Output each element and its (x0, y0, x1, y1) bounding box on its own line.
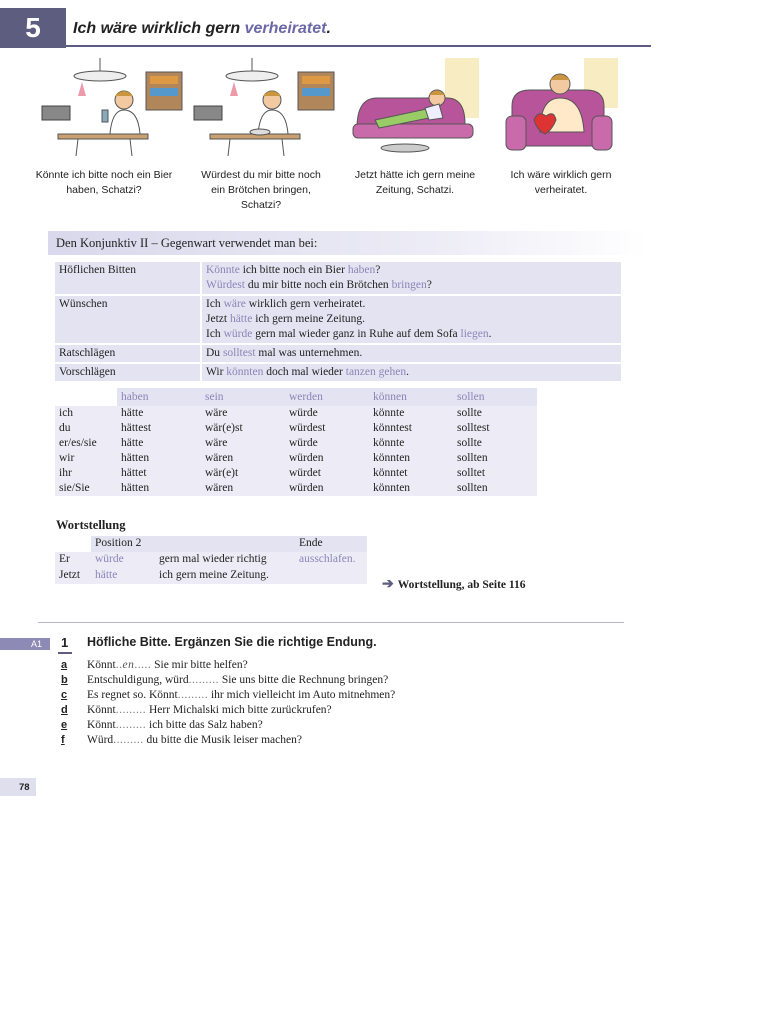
verb-highlight: liegen (460, 328, 489, 340)
use-label: Ratschlägen (55, 344, 201, 363)
item-letter: b (61, 674, 68, 686)
example-text: ich gern meine Zeitung. (252, 313, 366, 325)
exercise-item (61, 733, 395, 748)
item-text (87, 733, 302, 748)
verb-form: wären (201, 481, 285, 496)
example-text: Jetzt (206, 313, 230, 325)
verb-form: hätten (117, 451, 201, 466)
example-line (206, 297, 617, 312)
ws-middle: gern mal wieder richtig (155, 552, 295, 568)
level-badge: A1 (0, 638, 50, 650)
conjugation-table (55, 388, 537, 496)
unit-title: Ich wäre wirklich gern verheiratet. (73, 20, 331, 37)
conjugation-row (55, 466, 537, 481)
example-line (206, 327, 617, 342)
item-text (87, 718, 263, 733)
item-text (87, 673, 388, 688)
pronoun: du (55, 421, 117, 436)
caption-2: Würdest du mir bitte noch ein Brötchen bringen, Schatzi? (201, 169, 321, 211)
pronoun: sie/Sie (55, 481, 117, 496)
verb-form: könntet (369, 466, 453, 481)
use-examples (201, 363, 621, 382)
verb-form: wäre (201, 406, 285, 421)
verb-highlight: Würdest (206, 279, 245, 291)
verb-form: hättest (117, 421, 201, 436)
use-examples (201, 344, 621, 363)
item-letter: a (61, 659, 68, 671)
use-examples (201, 262, 621, 295)
item-letter: c (61, 689, 68, 701)
verb-header: werden (285, 388, 369, 406)
verb-highlight: tanzen gehen (345, 366, 407, 378)
uses-row (55, 363, 621, 382)
verb-form: würde (285, 406, 369, 421)
example-text: ich bitte noch ein Bier (239, 264, 348, 276)
answer-blank[interactable]: ......... (113, 734, 144, 746)
answer-blank[interactable]: ......... (115, 719, 147, 731)
wortstellung-table (55, 536, 367, 584)
pronoun: ich (55, 406, 117, 421)
verb-highlight: bringen (391, 279, 427, 291)
verb-header: sollen (453, 388, 537, 406)
uses-row (55, 344, 621, 363)
pronoun: ihr (55, 466, 117, 481)
verb-highlight: solltest (222, 347, 256, 359)
example-text: Wir (206, 366, 227, 378)
use-label: Höflichen Bitten (55, 262, 201, 295)
answer-blank[interactable]: ......... (177, 689, 209, 701)
conjugation-row (55, 436, 537, 451)
item-text (87, 688, 395, 703)
ws-end: ausschlafen. (295, 552, 367, 568)
verb-highlight: würde (223, 328, 253, 340)
unit-number-badge (0, 8, 66, 48)
exercise-item (61, 688, 395, 703)
page-number: 78 (0, 778, 36, 796)
verb-highlight: hätte (229, 313, 253, 325)
example-text: Du (206, 347, 223, 359)
man-eating-icon (190, 58, 340, 158)
example-line (206, 346, 617, 361)
exercise-number: 1 (61, 635, 69, 650)
item-stem: Würd (87, 734, 114, 746)
item-letter: f (61, 734, 65, 746)
header-rule (66, 45, 651, 47)
item-rest: du bitte die Musik leiser machen? (146, 734, 302, 746)
example-line (206, 312, 617, 327)
verb-form: sollte (453, 406, 537, 421)
exercise-number-underline (58, 652, 72, 654)
example-text: ? (375, 264, 381, 276)
conjugation-row (55, 406, 537, 421)
conjugation-row (55, 421, 537, 436)
caption-3: Jetzt hätte ich gern meine Zeitung, Schatzi. (354, 169, 476, 196)
verb-form: könnten (369, 481, 453, 496)
exercise-item (61, 658, 395, 673)
conjugation-row (55, 481, 537, 496)
unit-number: 5 (25, 12, 41, 43)
item-text (87, 658, 248, 673)
verb-form: wär(e)st (201, 421, 285, 436)
verb-header: sein (201, 388, 285, 406)
item-stem: Könnt (87, 719, 116, 731)
answer-blank[interactable]: ..en..... (115, 659, 152, 671)
ws-subject: Er (55, 552, 91, 568)
verb-form: hätte (117, 406, 201, 421)
verb-form: solltet (453, 466, 537, 481)
man-at-table-icon (38, 58, 188, 158)
verb-form: sollten (453, 481, 537, 496)
verb-highlight: könnten (226, 366, 264, 378)
verb-form: solltest (453, 421, 537, 436)
verb-form: hätten (117, 481, 201, 496)
verb-form: würden (285, 481, 369, 496)
ws-header-position2: Position 2 (91, 536, 155, 552)
answer-blank[interactable]: ......... (188, 674, 219, 686)
ws-end (295, 568, 367, 584)
verb-form: wär(e)t (201, 466, 285, 481)
item-rest: Sie uns bitte die Rechnung bringen? (221, 674, 389, 686)
verb-header: haben (117, 388, 201, 406)
item-stem: Könnt (87, 659, 116, 671)
item-stem: Entschuldigung, würd (87, 674, 189, 686)
wortstellung-title: Wortstellung (56, 518, 126, 532)
uses-row (55, 262, 621, 295)
verb-form: könntest (369, 421, 453, 436)
verb-form: wären (201, 451, 285, 466)
example-text: . (488, 328, 492, 340)
item-answer: en (122, 659, 135, 671)
example-line (206, 278, 617, 293)
caption-4: Ich wäre wirklich gern verheiratet. (510, 169, 612, 196)
item-stem: Es regnet so. Könnt (87, 689, 178, 701)
pronoun: er/es/sie (55, 436, 117, 451)
verb-form: hätte (117, 436, 201, 451)
section-divider (38, 622, 624, 623)
konjunktiv-uses-table (55, 262, 621, 383)
verb-highlight: wäre (223, 298, 246, 310)
unit-title-highlight: verheiratet (244, 20, 327, 37)
example-text: Ich (206, 328, 224, 340)
conjugation-header-row (55, 388, 537, 406)
use-label: Vorschlägen (55, 363, 201, 382)
ws-subject: Jetzt (55, 568, 91, 584)
item-rest: Sie mir bitte helfen? (154, 659, 248, 671)
exercise-item (61, 703, 395, 718)
uses-row (55, 295, 621, 344)
verb-form: würdet (285, 466, 369, 481)
verb-form: wäre (201, 436, 285, 451)
example-text: . (406, 366, 409, 378)
verb-form: könnten (369, 451, 453, 466)
verb-highlight: haben (347, 264, 376, 276)
item-rest: ihr mich vielleicht im Auto mitnehmen? (210, 689, 396, 701)
pronoun: wir (55, 451, 117, 466)
verb-form: sollten (453, 451, 537, 466)
wortstellung-reference[interactable] (382, 576, 526, 593)
example-text: Ich (206, 298, 224, 310)
konjunktiv-heading: Den Konjunktiv II – Gegenwart verwendet man bei: (48, 231, 648, 255)
caption-1: Könnte ich bitte noch ein Bier haben, Schatzi? (35, 169, 173, 196)
ws-verb: hätte (91, 568, 155, 584)
man-in-armchair-icon (498, 58, 628, 158)
item-stem: Könnt (87, 704, 116, 716)
verb-header: können (369, 388, 453, 406)
item-rest: Herr Michalski mich bitte zurückrufen? (149, 704, 332, 716)
example-text: ? (426, 279, 432, 291)
exercise-title: Höfliche Bitte. Ergänzen Sie die richtige Endung. (87, 635, 377, 649)
ws-middle: ich gern meine Zeitung. (155, 568, 295, 584)
answer-blank[interactable]: ......... (115, 704, 147, 716)
verb-highlight: Könnte (206, 264, 240, 276)
verb-form: sollte (453, 436, 537, 451)
example-text: du mir bitte noch ein Brötchen (244, 279, 392, 291)
verb-form: hättet (117, 466, 201, 481)
exercise-item (61, 718, 395, 733)
man-on-sofa-icon (345, 58, 485, 158)
example-text: mal was unternehmen. (255, 347, 363, 359)
ws-header-ende: Ende (295, 536, 367, 552)
conjugation-row (55, 451, 537, 466)
verb-form: könnte (369, 436, 453, 451)
example-line (206, 263, 617, 278)
verb-form: würdest (285, 421, 369, 436)
exercise-item (61, 673, 395, 688)
verb-form: würde (285, 436, 369, 451)
example-text: gern mal wieder ganz in Ruhe auf dem Sofa (252, 328, 461, 340)
arrow-right-icon: ➔ (382, 577, 394, 592)
reference-text: Wortstellung, ab Seite 116 (397, 578, 526, 591)
example-text: doch mal wieder (263, 366, 346, 378)
use-label: Wünschen (55, 295, 201, 344)
example-line (206, 365, 617, 380)
item-letter: d (61, 704, 68, 716)
verb-form: könnte (369, 406, 453, 421)
use-examples (201, 295, 621, 344)
item-letter: e (61, 719, 68, 731)
verb-form: würden (285, 451, 369, 466)
ws-verb: würde (91, 552, 155, 568)
exercise-items (61, 658, 395, 748)
example-text: wirklich gern verheiratet. (245, 298, 366, 310)
item-rest: ich bitte das Salz haben? (149, 719, 263, 731)
item-text (87, 703, 332, 718)
